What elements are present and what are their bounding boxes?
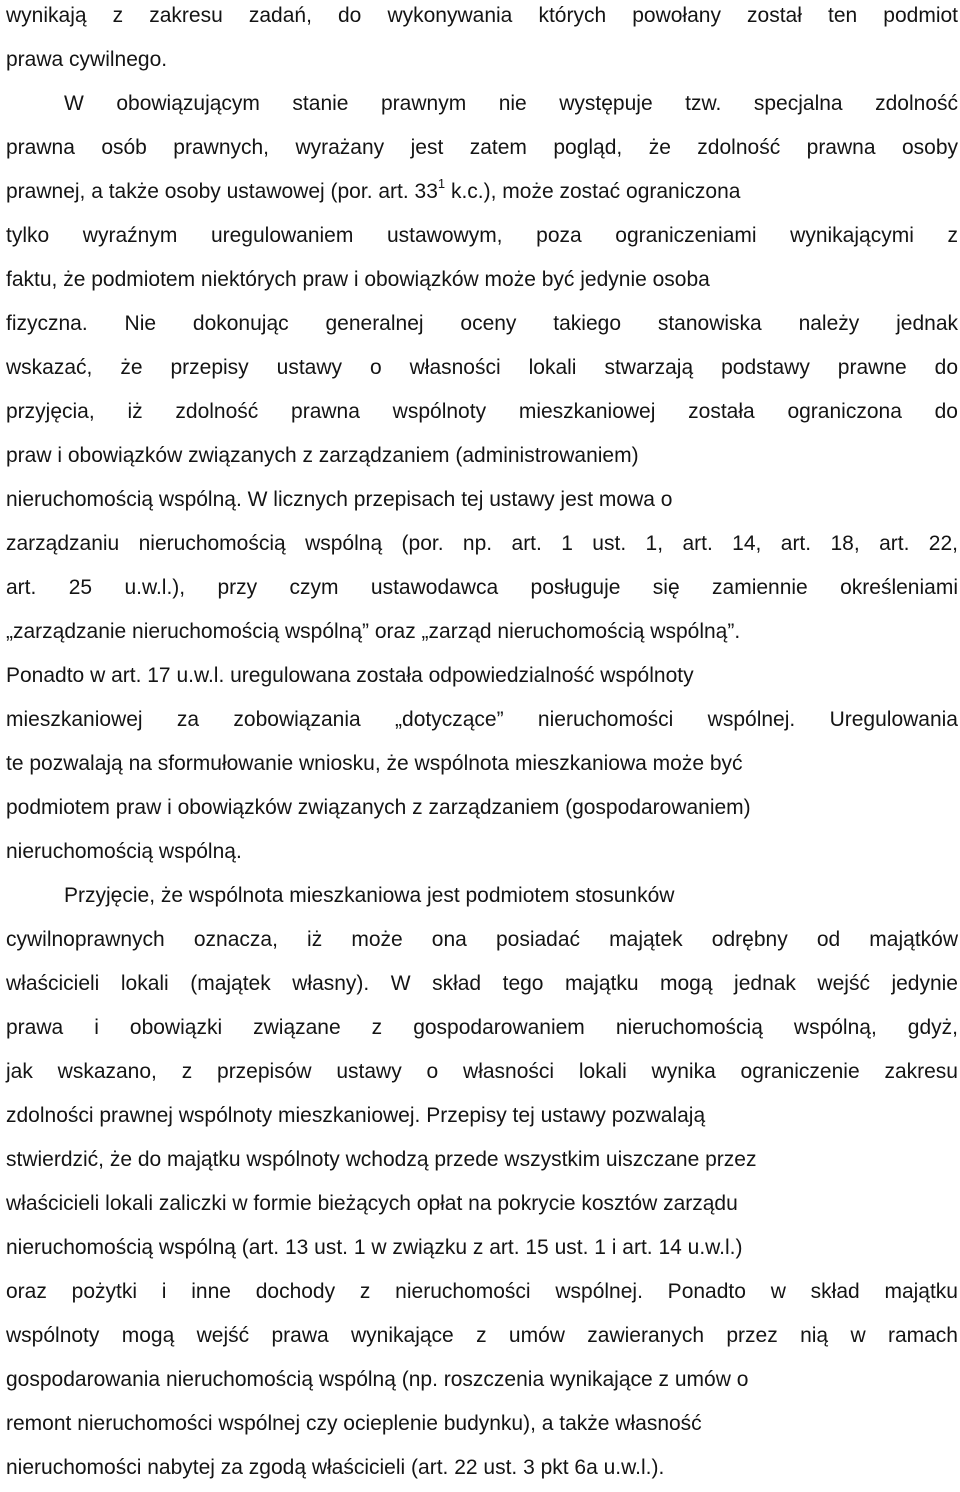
text-line-15: „zarządzanie nieruchomością wspólną” oraz „zarząd nieruchomością wspólną”. <box>6 620 741 643</box>
text-line-28: właścicieli lokali zaliczki w formie bieżących opłat na pokrycie kosztów zarządu <box>6 1192 738 1215</box>
text-line-27: stwierdzić, że do majątku wspólnoty wchodzą przede wszystkim uiszczane przez <box>6 1148 757 1171</box>
text-line-16: Ponadto w art. 17 u.w.l. uregulowana została odpowiedzialność wspólnoty <box>6 664 694 687</box>
text-line-6: tylko wyraźnym uregulowaniem ustawowym, poza ograniczeniami wynikającymi z <box>6 224 958 247</box>
text-line-4: prawna osób prawnych, wyrażany jest zatem pogląd, że zdolność prawna osoby <box>6 136 958 159</box>
text-line-31: wspólnoty mogą wejść prawa wynikające z umów zawieranych przez nią w ramach <box>6 1324 958 1347</box>
text-line-22: cywilnoprawnych oznacza, iż może ona posiadać majątek odrębny od majątków <box>6 928 958 951</box>
text-line-2: prawa cywilnego. <box>6 48 168 71</box>
text-line-5-head: prawnej, a także osoby ustawowej (por. art. 33 <box>6 180 438 203</box>
text-line-23: właścicieli lokali (majątek własny). W skład tego majątku mogą jednak wejść jedynie <box>6 972 958 995</box>
text-line-5-tail: k.c.), może zostać ograniczona <box>445 180 741 203</box>
text-line-20: nieruchomością wspólną. <box>6 840 242 863</box>
text-line-10: przyjęcia, iż zdolność prawna wspólnoty mieszkaniowej została ograniczona do <box>6 400 958 423</box>
text-line-11: praw i obowiązków związanych z zarządzaniem (administrowaniem) <box>6 444 639 467</box>
text-line-18: te pozwalają na sformułowanie wniosku, że wspólnota mieszkaniowa może być <box>6 752 743 775</box>
text-line-17: mieszkaniowej za zobowiązania „dotyczące” nieruchomości wspólnej. Uregulowania <box>6 708 958 731</box>
text-line-8: fizyczna. Nie dokonując generalnej oceny takiego stanowiska należy jednak <box>6 312 958 335</box>
text-line-25: jak wskazano, z przepisów ustawy o własności lokali wynika ograniczenie zakresu <box>6 1060 958 1083</box>
text-line-34: nieruchomości nabytej za zgodą właścicieli (art. 22 ust. 3 pkt 6a u.w.l.). <box>6 1456 665 1479</box>
footnote-superscript: 1 <box>437 176 446 191</box>
text-line-33: remont nieruchomości wspólnej czy ocieplenie budynku), a także własność <box>6 1412 702 1435</box>
text-line-3: W obowiązującym stanie prawnym nie występuje tzw. specjalna zdolność <box>64 92 958 115</box>
text-line-5 <box>6 170 960 214</box>
text-line-24: prawa i obowiązki związane z gospodarowaniem nieruchomością wspólną, gdyż, <box>6 1016 958 1039</box>
text-line-32: gospodarowania nieruchomością wspólną (np. roszczenia wynikające z umów o <box>6 1368 749 1391</box>
text-line-1: wynikają z zakresu zadań, do wykonywania których powołany został ten podmiot <box>6 4 958 27</box>
text-line-29: nieruchomością wspólną (art. 13 ust. 1 w związku z art. 15 ust. 1 i art. 14 u.w.l.) <box>6 1236 743 1259</box>
text-line-30: oraz pożytki i inne dochody z nieruchomości wspólnej. Ponadto w skład majątku <box>6 1280 958 1303</box>
text-line-9: wskazać, że przepisy ustawy o własności lokali stwarzają podstawy prawne do <box>6 356 958 379</box>
text-line-14: art. 25 u.w.l.), przy czym ustawodawca posługuje się zamiennie określeniami <box>6 576 958 599</box>
text-line-13: zarządzaniu nieruchomością wspólną (por. np. art. 1 ust. 1, art. 14, art. 18, art. 22, <box>6 532 958 555</box>
text-line-21: Przyjęcie, że wspólnota mieszkaniowa jest podmiotem stosunków <box>64 884 675 907</box>
text-line-12: nieruchomością wspólną. W licznych przepisach tej ustawy jest mowa o <box>6 488 673 511</box>
text-line-26: zdolności prawnej wspólnoty mieszkaniowej. Przepisy tej ustawy pozwalają <box>6 1104 706 1127</box>
text-line-19: podmiotem praw i obowiązków związanych z zarządzaniem (gospodarowaniem) <box>6 796 751 819</box>
text-line-7: faktu, że podmiotem niektórych praw i obowiązków może być jedynie osoba <box>6 268 710 291</box>
